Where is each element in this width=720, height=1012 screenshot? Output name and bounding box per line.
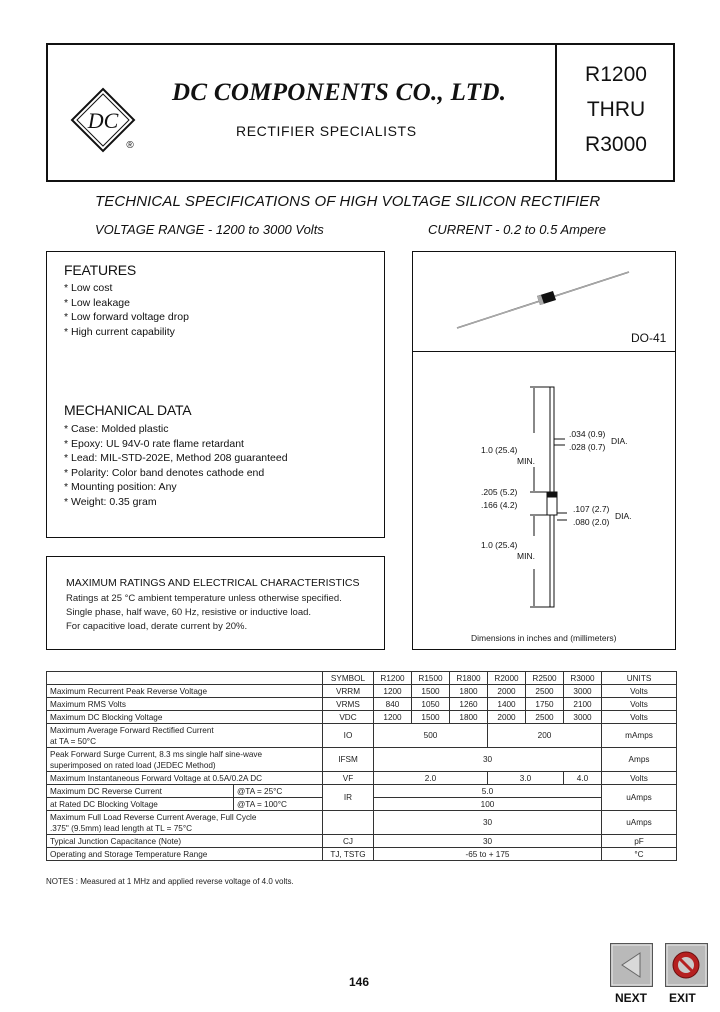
value-cell: 30 bbox=[374, 835, 602, 848]
value-cell: 100 bbox=[374, 798, 602, 811]
param-line: Peak Forward Surge Current, 8.3 ms single half sine-wave bbox=[50, 749, 263, 759]
features-box bbox=[46, 251, 385, 538]
value-cell: 2100 bbox=[564, 698, 602, 711]
param-line: superimposed on rated load (JEDEC Method) bbox=[50, 760, 216, 770]
value-cell: 1400 bbox=[488, 698, 526, 711]
features-heading: FEATURES bbox=[64, 262, 137, 278]
param-cell: Maximum Recurrent Peak Reverse Voltage bbox=[47, 685, 323, 698]
symbol-cell: VRRM bbox=[323, 685, 374, 698]
param-line: Maximum Full Load Reverse Current Average, Full Cycle bbox=[50, 812, 257, 822]
part-number-thru: THRU bbox=[586, 98, 646, 121]
list-item: * Case: Molded plastic bbox=[64, 423, 169, 435]
symbol-cell: IO bbox=[323, 724, 374, 748]
table-row bbox=[47, 835, 677, 848]
value-cell: 500 bbox=[374, 724, 488, 748]
list-item: * Mounting position: Any bbox=[64, 481, 177, 493]
value-cell: 3.0 bbox=[488, 772, 564, 785]
lead-length-bottom-min: MIN. bbox=[517, 551, 535, 561]
value-cell: 200 bbox=[488, 724, 602, 748]
lead-dia-label: DIA. bbox=[611, 436, 628, 446]
table-row bbox=[47, 711, 677, 724]
lead-dia-max: .034 (0.9) bbox=[569, 429, 606, 439]
registered-mark: ® bbox=[126, 140, 134, 151]
exit-stop-icon bbox=[673, 952, 699, 978]
diode-icon bbox=[457, 272, 629, 328]
features-list bbox=[64, 281, 189, 339]
list-item: * High current capability bbox=[64, 325, 175, 338]
voltage-range: VOLTAGE RANGE - 1200 to 3000 Volts bbox=[95, 222, 324, 237]
unit-cell: Volts bbox=[602, 698, 677, 711]
symbol-cell: TJ, TSTG bbox=[323, 848, 374, 861]
value-cell: 1750 bbox=[526, 698, 564, 711]
value-cell: 2000 bbox=[488, 685, 526, 698]
package-box bbox=[412, 251, 676, 650]
table-row bbox=[47, 785, 677, 798]
exit-label[interactable]: EXIT bbox=[669, 991, 696, 1005]
table-header: R1200 bbox=[374, 672, 412, 685]
value-cell: 2.0 bbox=[374, 772, 488, 785]
unit-cell: Volts bbox=[602, 711, 677, 724]
condition-cell: @TA = 100°C bbox=[234, 798, 323, 811]
value-cell: 1500 bbox=[412, 711, 450, 724]
table-row bbox=[47, 748, 677, 772]
next-button[interactable] bbox=[610, 943, 653, 987]
table-header-row bbox=[47, 672, 677, 685]
mechanical-heading: MECHANICAL DATA bbox=[64, 402, 192, 418]
param-cell: Operating and Storage Temperature Range bbox=[47, 848, 323, 861]
lead-length-top: 1.0 (25.4) bbox=[481, 445, 518, 455]
part-number-to: R3000 bbox=[585, 133, 647, 156]
value-cell: 1800 bbox=[450, 711, 488, 724]
param-line: .375" (9.5mm) lead length at TL = 75°C bbox=[50, 823, 193, 833]
value-cell: 5.0 bbox=[374, 785, 602, 798]
logo-text: DC bbox=[87, 108, 119, 133]
body-dia-max: .107 (2.7) bbox=[573, 504, 610, 514]
lead-length-top-min: MIN. bbox=[517, 456, 535, 466]
unit-cell: Amps bbox=[602, 748, 677, 772]
condition-cell: @TA = 25°C bbox=[234, 785, 323, 798]
company-tagline: RECTIFIER SPECIALISTS bbox=[236, 123, 417, 139]
value-cell: 1200 bbox=[374, 711, 412, 724]
param-line: Maximum Average Forward Rectified Current bbox=[50, 725, 214, 735]
value-cell: 3000 bbox=[564, 685, 602, 698]
table-header: SYMBOL bbox=[323, 672, 374, 685]
body-length-min: .166 (4.2) bbox=[481, 500, 518, 510]
unit-cell: Volts bbox=[602, 685, 677, 698]
list-item: * Epoxy: UL 94V-0 rate flame retardant bbox=[64, 437, 244, 450]
symbol-cell bbox=[323, 811, 374, 835]
symbol-cell: VDC bbox=[323, 711, 374, 724]
param-cell bbox=[47, 724, 323, 748]
table-header: R1800 bbox=[450, 672, 488, 685]
table-header: R2500 bbox=[526, 672, 564, 685]
unit-cell: uAmps bbox=[602, 811, 677, 835]
param-cell: at Rated DC Blocking Voltage bbox=[47, 798, 234, 811]
ratings-notes bbox=[66, 592, 342, 634]
table-header: UNITS bbox=[602, 672, 677, 685]
param-cell: Typical Junction Capacitance (Note) bbox=[47, 835, 323, 848]
unit-cell: pF bbox=[602, 835, 677, 848]
symbol-cell: IFSM bbox=[323, 748, 374, 772]
list-item: Ratings at 25 °C ambient temperature unless otherwise specified. bbox=[66, 593, 342, 604]
table-row bbox=[47, 811, 677, 835]
symbol-cell: VRMS bbox=[323, 698, 374, 711]
body-dia-label: DIA. bbox=[615, 511, 632, 521]
value-cell: 1260 bbox=[450, 698, 488, 711]
list-item: Single phase, half wave, 60 Hz, resistive or inductive load. bbox=[66, 607, 312, 618]
table-row bbox=[47, 772, 677, 785]
value-cell: 2500 bbox=[526, 685, 564, 698]
spec-table bbox=[46, 671, 677, 861]
value-cell: 3000 bbox=[564, 711, 602, 724]
value-cell: 840 bbox=[374, 698, 412, 711]
ratings-title: MAXIMUM RATINGS AND ELECTRICAL CHARACTERISTICS bbox=[66, 577, 360, 589]
unit-cell: Volts bbox=[602, 772, 677, 785]
list-item: * Low forward voltage drop bbox=[64, 311, 189, 323]
list-item: * Low cost bbox=[64, 282, 113, 294]
body-dia-min: .080 (2.0) bbox=[573, 517, 610, 527]
value-cell: 30 bbox=[374, 811, 602, 835]
mechanical-list bbox=[64, 422, 288, 509]
param-cell: Maximum RMS Volts bbox=[47, 698, 323, 711]
page-title: TECHNICAL SPECIFICATIONS OF HIGH VOLTAGE SILICON RECTIFIER bbox=[95, 193, 601, 210]
list-item: * Polarity: Color band denotes cathode end bbox=[64, 466, 265, 479]
table-header: R2000 bbox=[488, 672, 526, 685]
param-cell bbox=[47, 811, 323, 835]
param-cell: Maximum DC Reverse Current bbox=[47, 785, 234, 798]
package-divider bbox=[413, 351, 675, 352]
page-number: 146 bbox=[349, 975, 370, 989]
dimension-drawing bbox=[530, 387, 567, 607]
header-box bbox=[46, 43, 675, 182]
table-header: R1500 bbox=[412, 672, 450, 685]
value-cell: 1050 bbox=[412, 698, 450, 711]
body-length-max: .205 (5.2) bbox=[481, 487, 518, 497]
package-drawing bbox=[413, 252, 675, 649]
symbol-cell: IR bbox=[323, 785, 374, 811]
param-cell: Maximum Instantaneous Forward Voltage at 0.5A/0.2A DC bbox=[47, 772, 323, 785]
value-cell: 2500 bbox=[526, 711, 564, 724]
list-item: * Weight: 0.35 gram bbox=[64, 495, 157, 508]
lead-length-bottom: 1.0 (25.4) bbox=[481, 540, 518, 550]
unit-cell: uAmps bbox=[602, 785, 677, 811]
lead-dia-min: .028 (0.7) bbox=[569, 442, 606, 452]
company-name: DC COMPONENTS CO., LTD. bbox=[172, 79, 507, 106]
value-cell: 1500 bbox=[412, 685, 450, 698]
table-row bbox=[47, 685, 677, 698]
symbol-cell: CJ bbox=[323, 835, 374, 848]
dimensions-note: Dimensions in inches and (millimeters) bbox=[471, 633, 617, 643]
part-number-from: R1200 bbox=[585, 63, 647, 86]
value-cell: 1200 bbox=[374, 685, 412, 698]
value-cell: 4.0 bbox=[564, 772, 602, 785]
ratings-box bbox=[46, 556, 385, 650]
param-cell: Maximum DC Blocking Voltage bbox=[47, 711, 323, 724]
table-notes: NOTES : Measured at 1 MHz and applied reverse voltage of 4.0 volts. bbox=[46, 877, 294, 886]
list-item: For capacitive load, derate current by 20%. bbox=[66, 621, 248, 632]
package-name: DO-41 bbox=[631, 331, 667, 345]
list-item: * Low leakage bbox=[64, 296, 130, 309]
unit-cell: °C bbox=[602, 848, 677, 861]
dc-logo-icon bbox=[68, 85, 138, 155]
table-row bbox=[47, 848, 677, 861]
next-label[interactable]: NEXT bbox=[615, 991, 648, 1005]
table-row bbox=[47, 724, 677, 748]
exit-button[interactable] bbox=[665, 943, 708, 987]
list-item: * Lead: MIL-STD-202E, Method 208 guaranteed bbox=[64, 452, 288, 464]
current-range: CURRENT - 0.2 to 0.5 Ampere bbox=[428, 222, 606, 237]
table-header: R3000 bbox=[564, 672, 602, 685]
value-cell: -65 to + 175 bbox=[374, 848, 602, 861]
value-cell: 30 bbox=[374, 748, 602, 772]
param-cell bbox=[47, 748, 323, 772]
symbol-cell: VF bbox=[323, 772, 374, 785]
unit-cell: mAmps bbox=[602, 724, 677, 748]
value-cell: 2000 bbox=[488, 711, 526, 724]
value-cell: 1800 bbox=[450, 685, 488, 698]
param-line: at TA = 50°C bbox=[50, 736, 96, 746]
table-row bbox=[47, 698, 677, 711]
